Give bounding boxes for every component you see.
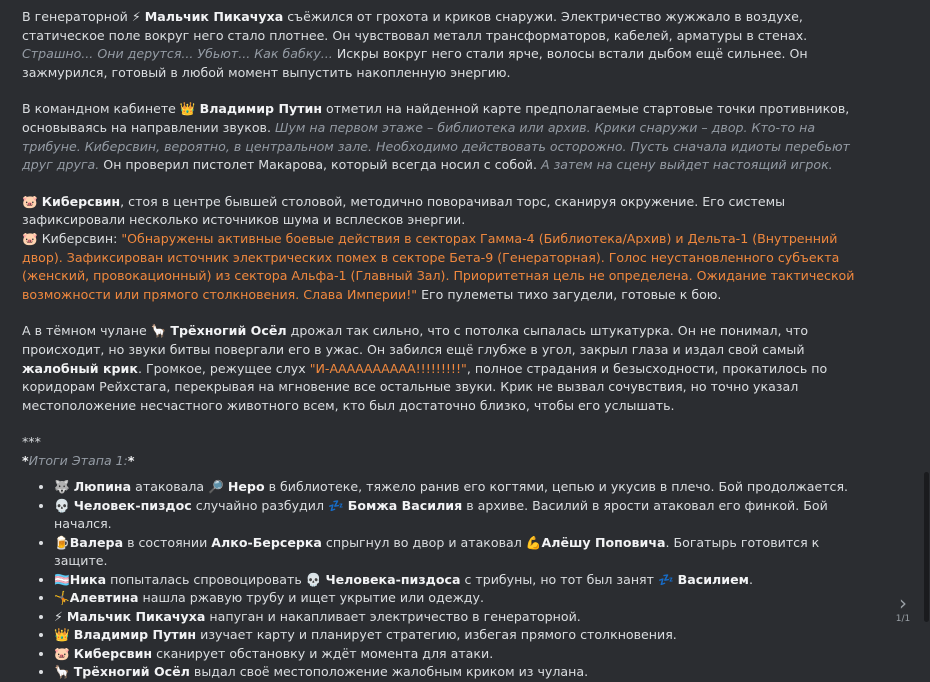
text: , полное страдания и безысходности, прокатилось по коридорам Рейхстага, перекрывая на мгновение все остальные звуки. Крик не вызвал сочувствия, но точно указал местоположение несчастного животного всем, кто был достаточно близко, чтобы его услышать. [22, 360, 828, 413]
cyberpig-quote: "Обнаружены активные боевые действия в секторах Гамма-4 (Библиотека/Архив) и Дельта-1 (Внутренний двор). Зафиксирован источник электрических помех в секторе Бета-9 (Генераторная). Голос неустановленного субъекта (женский, провокационный) из сектора Альфа-1 (Главный Зал). Приоритетная цель не определена. Ожидание тактической возможности или прямого столкновения. Слава Империи!" [22, 230, 855, 302]
text: В командном кабинете [22, 101, 180, 117]
separator: *** [22, 434, 41, 450]
llama-icon: 🦙 [150, 323, 167, 339]
pig-icon: 🐷 [54, 645, 70, 661]
summary-item: • 🦙 Трёхногий Осёл выдал своё местоположение жалобным криком из чулана. [54, 663, 874, 682]
text: Его пулеметы тихо загудели, готовые к бою. [417, 286, 722, 302]
paragraph-pikachu [22, 8, 874, 82]
sleep-icon: 💤 [657, 571, 674, 587]
summary-item: • 💀 Человек-пиздос случайно разбудил 💤 Бомжа Василия в архиве. Василий в ярости атаковал его финкой. Бой начался. [54, 497, 874, 534]
scream-quote: "И-АААААААААА!!!!!!!!!" [309, 360, 467, 376]
sleep-icon: 💤 [328, 497, 344, 513]
character-name: Владимир Путин [199, 101, 323, 117]
summary-item: • ⚡ Мальчик Пикачуха напуган и накапливает электричество в генераторной. [54, 608, 874, 627]
summary-item: • 👑 Владимир Путин изучает карту и планирует стратегию, избегая прямого столкновения. [54, 626, 874, 645]
page-navigation [893, 591, 913, 626]
summary-title: *Итоги Этапа 1:* [22, 452, 135, 468]
summary-item: • 🍺Валера в состоянии Алко-Берсерка спрыгнул во двор и атаковал 💪Алёшу Поповича. Богатырь готовится к защите. [54, 534, 874, 571]
skull-icon: 💀 [305, 571, 322, 587]
text: В генераторной [22, 9, 132, 24]
paragraph-putin [22, 100, 874, 174]
crown-icon: 👑 [179, 101, 196, 117]
muscle-icon: 💪 [525, 534, 542, 550]
speaker-label: Киберсвин: [37, 230, 122, 246]
page-counter: 1/1 [895, 614, 911, 624]
character-name: Мальчик Пикачуха [144, 9, 284, 24]
paragraph-cyberpig [22, 193, 874, 305]
inner-thought: Шум на первом этаже – библиотека или архив. Крики снаружи – двор. Кто-то на трибуне. Киберсвин, вероятно, в центральном зале. Необходимо действовать осторожно. Пусть сначала идиоты перебьют друг друга. [22, 119, 850, 173]
text: отметил на найденной карте предполагаемые стартовые точки противников, основываясь на направлении звуков. [22, 101, 850, 135]
text: Искры вокруг него стали ярче, волосы встали дыбом ещё сильнее. Он зажмурился, готовый в любой момент выпустить накопленную энергию. [22, 46, 808, 80]
skull-icon: 💀 [54, 497, 70, 513]
cartwheel-icon: 🤸 [54, 590, 70, 606]
pig-icon: 🐷 [22, 193, 38, 209]
text: съёжился от грохота и криков снаружи. Электричество жужжало в воздухе, статическое поле вокруг него стало плотнее. Он чувствовал металл трансформаторов, кабелей, арматуры в стенах. [22, 9, 808, 43]
character-name: Киберсвин [41, 193, 121, 209]
chevron-right-icon[interactable]: › [899, 591, 907, 615]
lightning-icon: ⚡ [54, 608, 63, 624]
magnifier-icon: 🔎 [208, 479, 224, 495]
message-content [22, 8, 874, 682]
character-name: Трёхногий Осёл [170, 323, 287, 339]
emphasis: жалобный крик [22, 360, 138, 376]
crown-icon: 👑 [54, 627, 70, 643]
llama-icon: 🦙 [54, 664, 70, 680]
inner-thought: Страшно... Они дерутся... Убьют... Как бабку... [22, 46, 333, 62]
lightning-icon: ⚡ [131, 9, 141, 24]
text: Он проверил пистолет Макарова, который всегда носил с собой. [99, 157, 541, 173]
text: . Громкое, режущее слух [137, 360, 310, 376]
pig-icon: 🐷 [22, 230, 38, 246]
text: дрожал так сильно, что с потолка сыпалась штукатурка. Он не понимал, что происходит, но звуки битвы повергали его в ужас. Он забился ещё глубже в угол, закрыл глаза и издал свой самый [22, 323, 809, 357]
text: А в тёмном чулане [22, 323, 151, 339]
text: , стоя в центре бывшей столовой, методично поворачивал торс, сканируя окружение. Его системы зафиксировали несколько источников шума и всплесков энергии. [22, 193, 786, 228]
summary-item: • 🏳️‍⚧️Ника попыталась спровоцировать 💀 Человека-пиздоса с трибуны, но тот был занят 💤 Василием. [54, 571, 874, 590]
summary-item: • 🐷 Киберсвин сканирует обстановку и ждёт момента для атаки. [54, 645, 874, 664]
scrollbar-thumb[interactable] [924, 472, 929, 622]
scrollbar-track[interactable] [922, 0, 930, 628]
transgender-flag-icon: 🏳️‍⚧️ [54, 571, 70, 587]
paragraph-donkey [22, 322, 874, 415]
summary-item: • 🤸Алевтина нашла ржавую трубу и ищет укрытие или одежду. [54, 589, 874, 608]
summary-item: • 🐺 Люпина атаковала 🔎 Неро в библиотеке, тяжело ранив его когтями, цепью и укусив в плечо. Бой продолжается. [54, 478, 874, 497]
inner-thought: А затем на сцену выйдет настоящий игрок. [540, 157, 833, 173]
summary-list [22, 478, 874, 682]
beer-icon: 🍺 [54, 534, 70, 550]
wolf-icon: 🐺 [54, 479, 70, 495]
